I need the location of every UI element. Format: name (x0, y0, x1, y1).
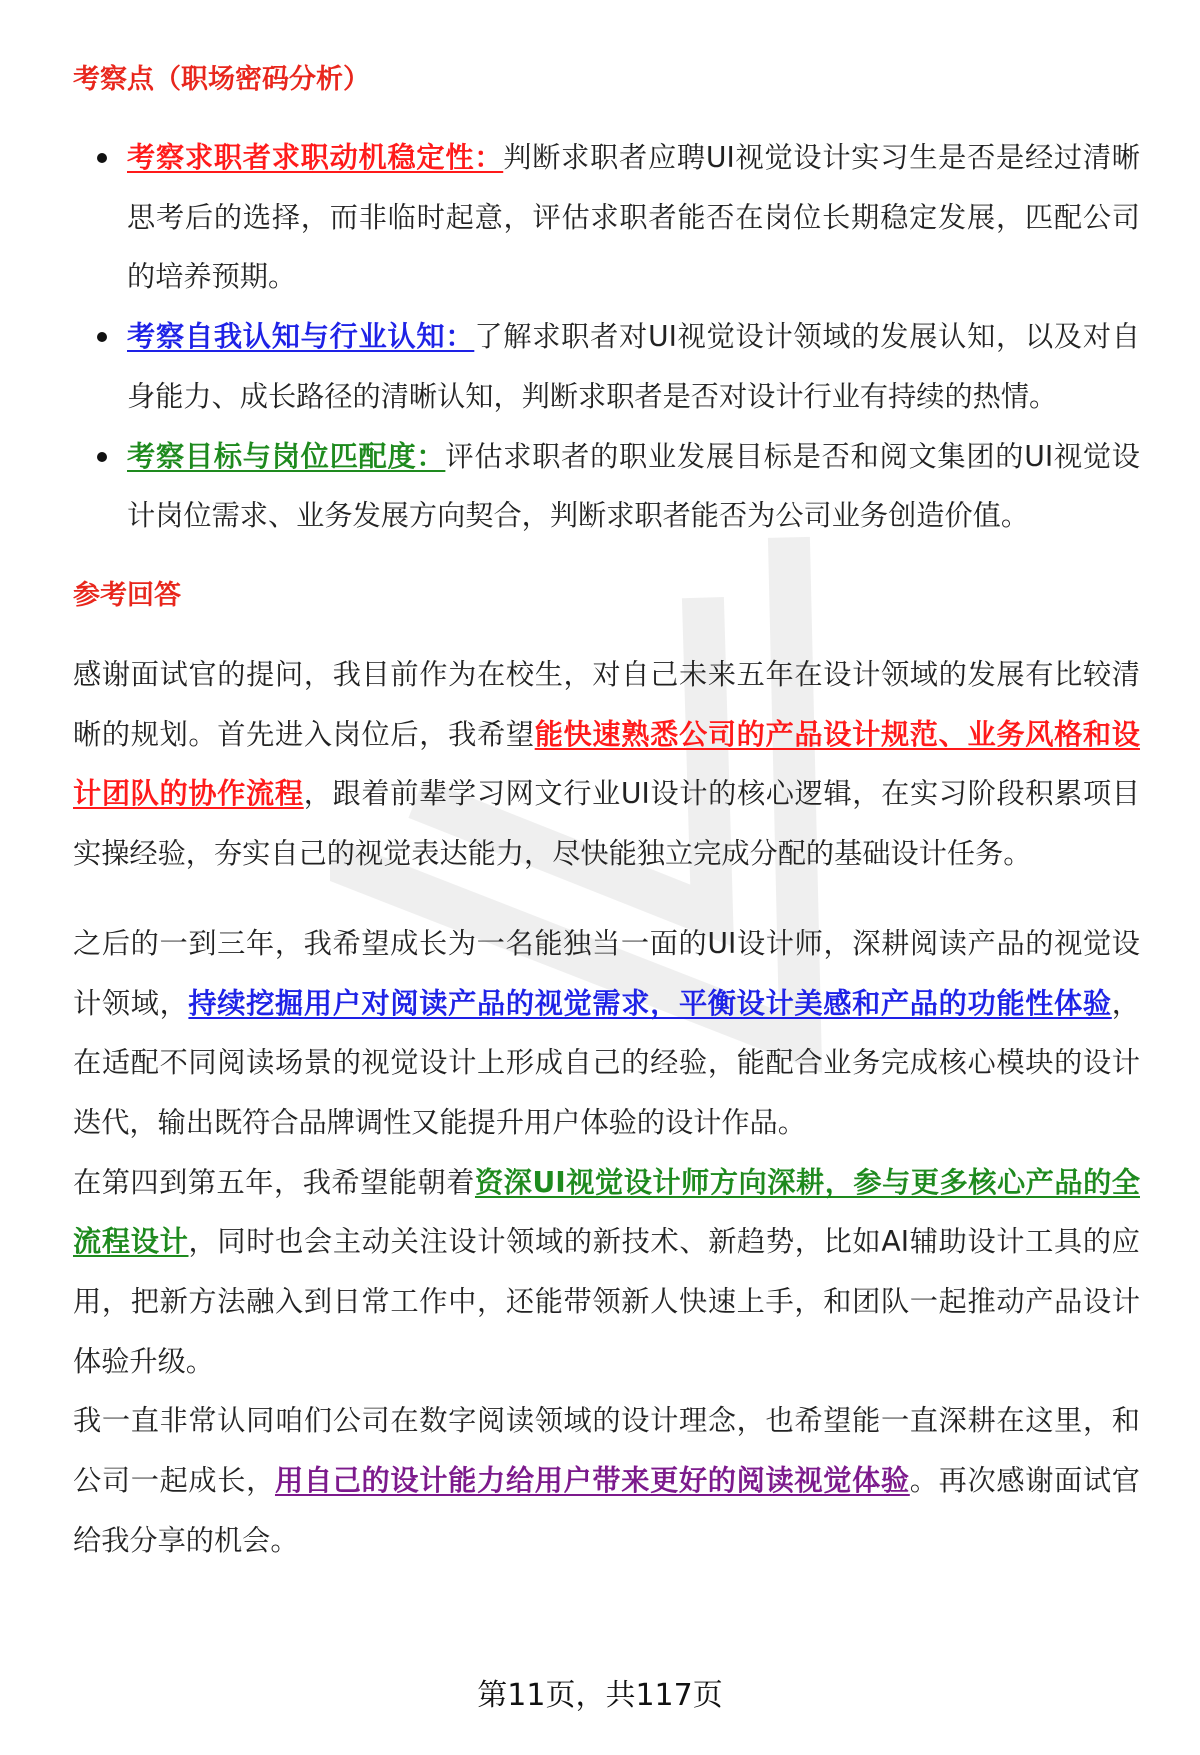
bullet-label: 考察自我认知与行业认知： (127, 320, 475, 354)
bullet-icon (97, 153, 107, 163)
section-title-analysis: 考察点（职场密码分析） (73, 64, 370, 95)
text: 我一直非常认同咱们公司在数字阅读领域的设计理念，也希望能一直深耕在这里，和公司一起成长， (73, 1404, 1140, 1498)
text: ，跟着前辈学习网文行业UI设计的核心逻辑，在实习阶段积累项目实操经验，夯实自己的视觉表达能力，尽快能独立完成分配的基础设计任务。 (73, 777, 1140, 871)
text: ，在适配不同阅读场景的视觉设计上形成自己的经验，能配合业务完成核心模块的设计迭代，输出既符合品牌调性又能提升用户体验的设计作品。 (73, 986, 1140, 1139)
list-item (73, 427, 1140, 546)
text: 在第四到第五年，我希望能朝着 (73, 1165, 475, 1199)
highlight: 资深UI视觉设计师方向深耕，参与更多核心产品的全流程设计 (73, 1165, 1140, 1259)
bullet-icon (97, 332, 107, 342)
answer-paragraph (73, 1391, 1140, 1570)
bullet-text: 评估求职者的职业发展目标是否和阅文集团的UI视觉设计岗位需求、业务发展方向契合，判断求职者能否为公司业务创造价值。 (127, 439, 1140, 533)
analysis-list (73, 128, 1140, 546)
list-item (73, 128, 1140, 307)
highlight: 能快速熟悉公司的产品设计规范、业务风格和设计团队的协作流程 (73, 717, 1140, 811)
text: 之后的一到三年，我希望成长为一名能独当一面的UI设计师，深耕阅读产品的视觉设计领域， (73, 926, 1140, 1020)
section-title-answer: 参考回答 (73, 580, 181, 611)
text: ，同时也会主动关注设计领域的新技术、新趋势，比如AI辅助设计工具的应用，把新方法融入到日常工作中，还能带领新人快速上手，和团队一起推动产品设计体验升级。 (73, 1225, 1140, 1378)
bullet-label: 考察求职者求职动机稳定性： (127, 141, 504, 174)
page-number: 第11页，共117页 (477, 1678, 723, 1713)
text: 感谢面试官的提问，我目前作为在校生，对自己未来五年在设计领域的发展有比较清晰的规划。首先进入岗位后，我希望 (73, 658, 1140, 751)
bullet-label: 考察目标与岗位匹配度： (127, 439, 446, 473)
text: 。再次感谢面试官给我分享的机会。 (73, 1464, 1140, 1557)
bullet-text: 了解求职者对UI视觉设计领域的发展认知，以及对自身能力、成长路径的清晰认知，判断求职者是否对设计行业有持续的热情。 (127, 320, 1140, 413)
bullet-text: 判断求职者应聘UI视觉设计实习生是否是经过清晰思考后的选择，而非临时起意，评估求职者能否在岗位长期稳定发展，匹配公司的培养预期。 (127, 141, 1140, 294)
answer-paragraph (73, 914, 1140, 1153)
bullet-icon (97, 452, 107, 462)
highlight: 用自己的设计能力给用户带来更好的阅读视觉体验 (274, 1464, 910, 1498)
list-item (73, 307, 1140, 426)
answer-body (73, 645, 1140, 1571)
answer-paragraph (73, 645, 1140, 884)
answer-paragraph (73, 1153, 1140, 1392)
highlight: 持续挖掘用户对阅读产品的视觉需求，平衡设计美感和产品的功能性体验 (188, 986, 1112, 1020)
